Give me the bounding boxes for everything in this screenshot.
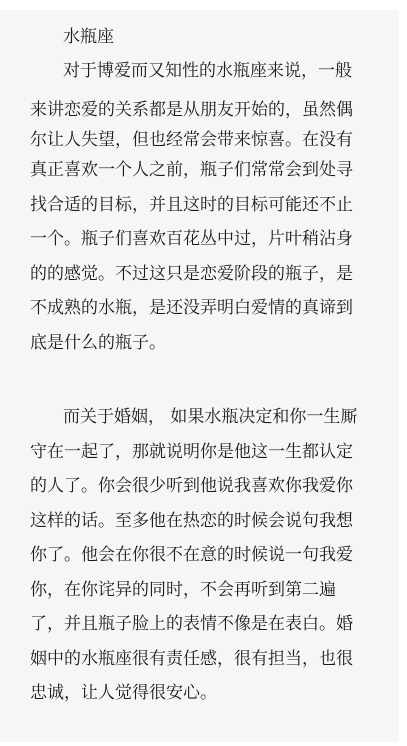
paragraph-2-line-9: 忠诚，让人觉得很安心。 xyxy=(30,683,217,703)
paragraph-1-line-5: 找合适的目标，并且这时的目标可能还不止 xyxy=(30,195,353,215)
paragraph-2-line-2: 守在一起了，那就说明你是他这一生都认定 xyxy=(30,442,353,462)
paragraph-2-line-5: 你了。他会在你很不在意的时候说一句我爱 xyxy=(30,545,353,565)
paragraph-1-line-9: 底是什么的瓶子。 xyxy=(30,333,166,353)
paragraph-1-line-1: 对于博爱而又知性的水瓶座来说，一般 xyxy=(63,61,352,81)
paragraph-2-line-7: 了，并且瓶子脸上的表情不像是在表白。婚 xyxy=(30,614,353,634)
document-title: 水瓶座 xyxy=(63,27,114,47)
paragraph-2-line-4: 这样的话。至多他在热恋的时候会说句我想 xyxy=(30,511,353,531)
paragraph-1-line-2: 来讲恋爱的关系都是从朋友开始的，虽然偶 xyxy=(30,100,353,120)
paragraph-2-line-8: 姻中的水瓶座很有责任感，很有担当，也很 xyxy=(30,649,353,669)
paragraph-2-line-1: 而关于婚姻， 如果水瓶决定和你一生厮 xyxy=(63,407,358,427)
paragraph-1-line-4: 真正喜欢一个人之前，瓶子们常常会到处寻 xyxy=(30,160,353,180)
paragraph-1-line-6: 一个。瓶子们喜欢百花丛中过，片叶稍沾身 xyxy=(30,229,353,249)
paragraph-1-line-8: 不成熟的水瓶，是还没弄明白爱情的真谛到 xyxy=(30,298,353,318)
paragraph-1-line-7: 的的感觉。不过这只是恋爱阶段的瓶子，是 xyxy=(30,264,353,284)
paragraph-2-line-6: 你，在你诧异的同时，不会再听到第二遍 xyxy=(30,580,336,600)
paragraph-1-line-3: 尔让人失望，但也经常会带来惊喜。在没有 xyxy=(30,130,353,150)
paragraph-2-line-3: 的人了。你会很少听到他说我喜欢你我爱你 xyxy=(30,476,353,496)
